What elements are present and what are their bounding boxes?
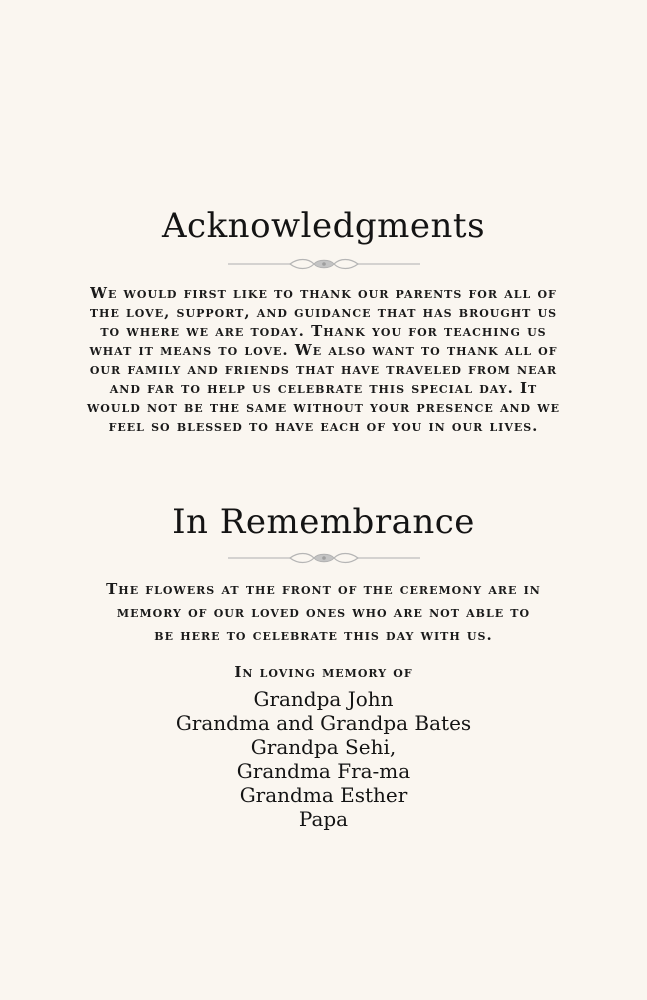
acknowledgments-title: Acknowledgments bbox=[161, 206, 486, 246]
body-line: our family and friends that have traveled from near bbox=[89, 360, 558, 378]
flourish-divider-icon bbox=[228, 257, 420, 271]
body-line: and far to help us celebrate this special day. It bbox=[109, 379, 538, 397]
memorial-name: Grandma and Grandpa Bates bbox=[175, 711, 472, 735]
body-line: The flowers at the front of the ceremony are in bbox=[106, 580, 541, 598]
memorial-name: Papa bbox=[298, 807, 349, 831]
body-line: what it means to love. We also want to thank all of bbox=[89, 341, 558, 359]
body-line: to where we are today. Thank you for teaching us bbox=[100, 322, 547, 340]
body-line: We would first like to thank our parents for all of bbox=[90, 284, 557, 302]
body-line: memory of our loved ones who are not able to bbox=[116, 603, 531, 621]
body-line: be here to celebrate this day with us. bbox=[154, 626, 493, 644]
memorial-names-list bbox=[0, 687, 647, 831]
body-line: feel so blessed to have each of you in our lives. bbox=[108, 417, 539, 435]
body-line: the love, support, and guidance that has brought us bbox=[89, 303, 558, 321]
memorial-name: Grandpa John bbox=[253, 687, 394, 711]
remembrance-body bbox=[0, 578, 647, 647]
flourish-divider-icon bbox=[228, 551, 420, 565]
body-line: would not be the same without your presence and we bbox=[86, 398, 561, 416]
remembrance-title: In Remembrance bbox=[172, 502, 475, 542]
memorial-name: Grandma Esther bbox=[239, 783, 408, 807]
acknowledgments-body bbox=[0, 284, 647, 436]
memorial-name: Grandma Fra-ma bbox=[236, 759, 411, 783]
memory-title: In loving memory of bbox=[234, 663, 413, 681]
memorial-name: Grandpa Sehi, bbox=[250, 735, 397, 759]
